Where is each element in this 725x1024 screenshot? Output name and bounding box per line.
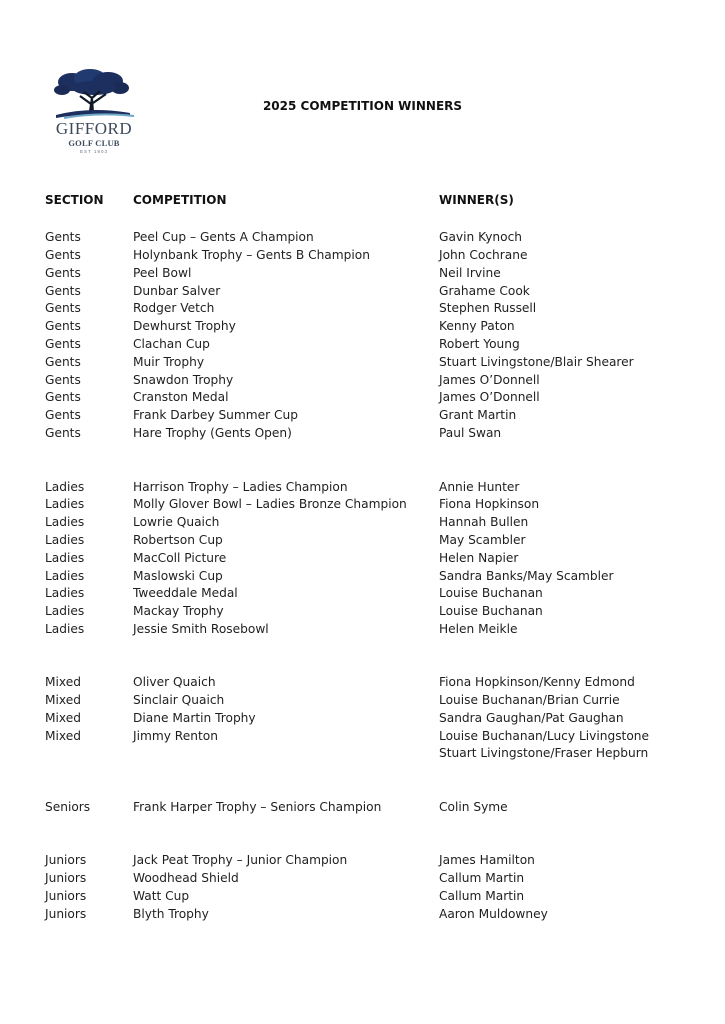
section-cell: Ladies: [45, 497, 85, 511]
table-row: [0, 531, 725, 549]
winner-cell: Kenny Paton: [439, 319, 515, 333]
table-row: [0, 513, 725, 531]
table-row: [0, 584, 725, 602]
section-cell: Ladies: [45, 515, 85, 529]
section-cell: Mixed: [45, 729, 81, 743]
competition-cell: Rodger Vetch: [133, 301, 215, 315]
section-cell: Gents: [45, 408, 81, 422]
winner-cell: Robert Young: [439, 337, 520, 351]
competition-cell: MacColl Picture: [133, 551, 227, 565]
table-row: [0, 887, 725, 905]
competition-cell: Cranston Medal: [133, 390, 229, 404]
winner-cell: Grant Martin: [439, 408, 517, 422]
winner-cell: Annie Hunter: [439, 480, 520, 494]
competition-cell: Clachan Cup: [133, 337, 210, 351]
competition-cell: Molly Glover Bowl – Ladies Bronze Champion: [133, 497, 407, 511]
section-cell: Juniors: [45, 889, 87, 903]
section-cell: Gents: [45, 230, 81, 244]
winner-cell: Helen Meikle: [439, 622, 518, 636]
section-cell: Ladies: [45, 604, 85, 618]
section-cell: Gents: [45, 266, 81, 280]
section-cell: Mixed: [45, 675, 81, 689]
section-cell: Gents: [45, 319, 81, 333]
table-row: [0, 905, 725, 923]
section-cell: Gents: [45, 301, 81, 315]
competition-cell: Jimmy Renton: [133, 729, 218, 743]
gifford-golf-club-logo: [50, 68, 138, 160]
competition-cell: Lowrie Quaich: [133, 515, 220, 529]
winner-cell: Grahame Cook: [439, 284, 530, 298]
section-cell: Ladies: [45, 622, 85, 636]
section-cell: Gents: [45, 390, 81, 404]
logo-established: EST 1903: [80, 149, 108, 154]
winner-cell: Callum Martin: [439, 889, 525, 903]
section-cell: Gents: [45, 373, 81, 387]
winner-cell: James O’Donnell: [439, 390, 540, 404]
table-row: [0, 549, 725, 567]
winner-cell: May Scambler: [439, 533, 526, 547]
section-cell: Seniors: [45, 800, 91, 814]
page-title: 2025 COMPETITION WINNERS: [262, 99, 463, 113]
table-row: [0, 869, 725, 887]
table-row: [0, 282, 725, 300]
competition-cell: Oliver Quaich: [133, 675, 216, 689]
section-cell: Juniors: [45, 871, 87, 885]
winner-cell: Stephen Russell: [439, 301, 537, 315]
winner-cell: Louise Buchanan: [439, 604, 543, 618]
table-row: [0, 744, 725, 762]
competition-cell: Mackay Trophy: [133, 604, 224, 618]
section-cell: Mixed: [45, 693, 81, 707]
table-row: [0, 478, 725, 496]
competition-cell: Blyth Trophy: [133, 907, 209, 921]
competition-cell: Harrison Trophy – Ladies Champion: [133, 480, 348, 494]
competition-cell: Frank Harper Trophy – Seniors Champion: [133, 800, 382, 814]
competition-cell: Snawdon Trophy: [133, 373, 234, 387]
competition-cell: Peel Cup – Gents A Champion: [133, 230, 314, 244]
section-cell: Gents: [45, 284, 81, 298]
section-cell: Gents: [45, 355, 81, 369]
competition-cell: Muir Trophy: [133, 355, 205, 369]
table-row: [0, 620, 725, 638]
winner-cell: Sandra Gaughan/Pat Gaughan: [439, 711, 624, 725]
section-cell: Ladies: [45, 569, 85, 583]
winner-cell: Louise Buchanan: [439, 586, 543, 600]
section-cell: Mixed: [45, 711, 81, 725]
logo-name: GIFFORD: [55, 119, 133, 138]
table-row: [0, 709, 725, 727]
competition-cell: Jessie Smith Rosebowl: [133, 622, 269, 636]
competition-cell: Frank Darbey Summer Cup: [133, 408, 299, 422]
winner-cell: James O’Donnell: [439, 373, 540, 387]
winner-cell: Stuart Livingstone/Blair Shearer: [439, 355, 634, 369]
table-row: [0, 406, 725, 424]
winner-cell: Stuart Livingstone/Fraser Hepburn: [439, 746, 649, 760]
table-row: [0, 317, 725, 335]
table-row: [0, 335, 725, 353]
winner-cell: Louise Buchanan/Brian Currie: [439, 693, 620, 707]
winner-cell: Paul Swan: [439, 426, 502, 440]
column-header-competition: COMPETITION: [133, 193, 227, 207]
table-row: [0, 673, 725, 691]
table-row: [0, 353, 725, 371]
winner-cell: John Cochrane: [439, 248, 528, 262]
winner-cell: Colin Syme: [439, 800, 508, 814]
competition-cell: Diane Martin Trophy: [133, 711, 256, 725]
column-header-winners: WINNER(S): [439, 193, 514, 207]
winner-cell: Neil Irvine: [439, 266, 501, 280]
section-cell: Ladies: [45, 533, 85, 547]
table-row: [0, 602, 725, 620]
table-row: [0, 495, 725, 513]
table-row: [0, 851, 725, 869]
winner-cell: Callum Martin: [439, 871, 525, 885]
competition-cell: Watt Cup: [133, 889, 190, 903]
competition-cell: Sinclair Quaich: [133, 693, 225, 707]
winner-cell: Gavin Kynoch: [439, 230, 523, 244]
table-row: [0, 691, 725, 709]
winner-cell: Louise Buchanan/Lucy Livingstone: [439, 729, 649, 743]
winner-cell: Sandra Banks/May Scambler: [439, 569, 614, 583]
section-cell: Gents: [45, 248, 81, 262]
table-row: [0, 567, 725, 585]
winner-cell: Aaron Muldowney: [439, 907, 548, 921]
section-cell: Juniors: [45, 853, 87, 867]
competition-cell: Maslowski Cup: [133, 569, 223, 583]
table-row: [0, 264, 725, 282]
column-header-section: SECTION: [45, 193, 104, 207]
competition-cell: Jack Peat Trophy – Junior Champion: [133, 853, 348, 867]
table-row: [0, 371, 725, 389]
section-cell: Juniors: [45, 907, 87, 921]
winner-cell: Helen Napier: [439, 551, 519, 565]
competition-cell: Holynbank Trophy – Gents B Champion: [133, 248, 370, 262]
table-row: [0, 424, 725, 442]
winner-cell: James Hamilton: [439, 853, 535, 867]
section-cell: Ladies: [45, 480, 85, 494]
section-cell: Gents: [45, 337, 81, 351]
table-row: [0, 246, 725, 264]
winner-cell: Fiona Hopkinson: [439, 497, 540, 511]
section-cell: Gents: [45, 426, 81, 440]
logo-subtitle: GOLF CLUB: [68, 138, 120, 148]
table-row: [0, 727, 725, 745]
table-row: [0, 299, 725, 317]
section-cell: Ladies: [45, 551, 85, 565]
competition-cell: Tweeddale Medal: [133, 586, 238, 600]
table-row: [0, 228, 725, 246]
competition-cell: Dunbar Salver: [133, 284, 221, 298]
winner-cell: Fiona Hopkinson/Kenny Edmond: [439, 675, 635, 689]
competition-cell: Woodhead Shield: [133, 871, 239, 885]
competition-cell: Hare Trophy (Gents Open): [133, 426, 292, 440]
table-row: [0, 388, 725, 406]
competition-cell: Peel Bowl: [133, 266, 192, 280]
table-row: [0, 798, 725, 816]
winner-cell: Hannah Bullen: [439, 515, 529, 529]
competition-cell: Robertson Cup: [133, 533, 223, 547]
competition-cell: Dewhurst Trophy: [133, 319, 236, 333]
section-cell: Ladies: [45, 586, 85, 600]
